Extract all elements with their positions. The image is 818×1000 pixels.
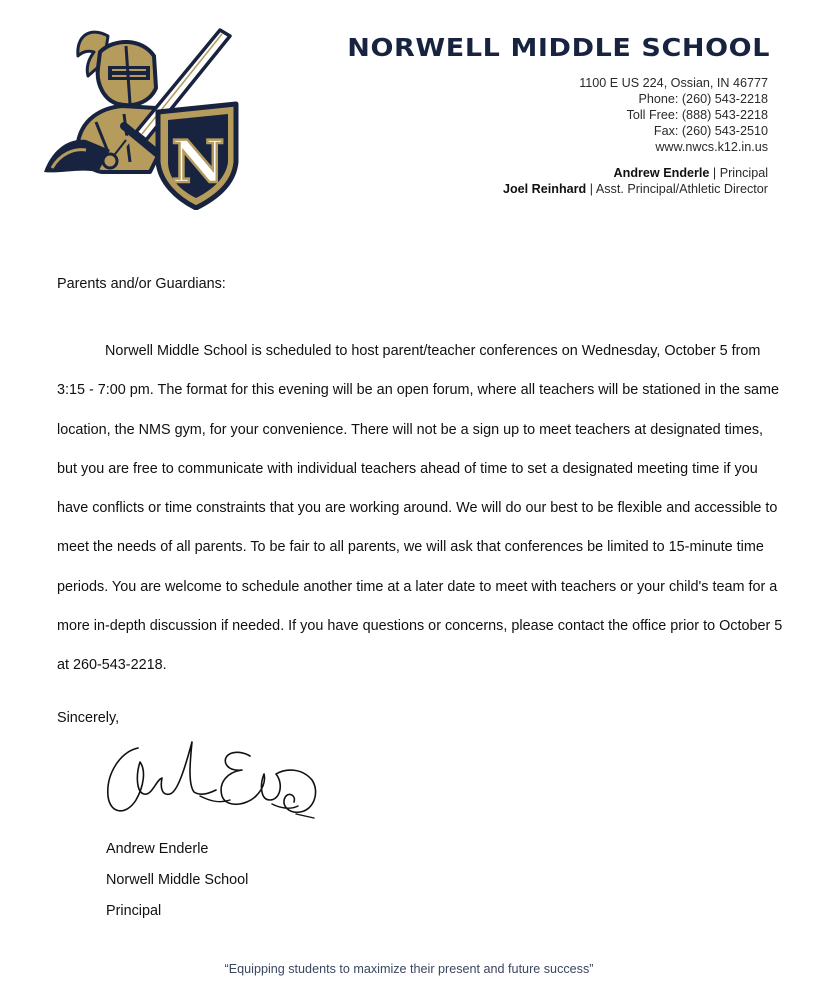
principal-title: Principal [719, 166, 768, 180]
website[interactable]: www.nwcs.k12.in.us [655, 140, 768, 154]
footer-motto: “Equipping students to maximize their present and future success” [224, 962, 594, 976]
knight-logo [38, 22, 242, 210]
asst-principal-title: Asst. Principal/Athletic Director [595, 182, 768, 196]
principal-separator: | [709, 166, 720, 180]
closing: Sincerely, [57, 710, 120, 726]
letter [57, 274, 787, 686]
asst-principal-separator: | [586, 182, 596, 196]
asst-principal-line [503, 181, 768, 197]
school-name: NORWELL MIDDLE SCHOOL [347, 34, 770, 63]
letter-body: Norwell Middle School is scheduled to host parent/teacher conferences on Wednesday, October 5 from 3:15 - 7:00 pm. The format for this evening will be an open forum, where all teachers will be stationed in the same location, the NMS gym, for your convenience. There will not be a sign up to meet teachers at designated times, but you are free to communicate with individual teachers ahead of time to set a designated meeting time if you have conflicts or time constraints that you are working around. We will do our best to be flexible and accessible to meet the needs of all parents. To be fair to all parents, we will ask that conferences be limited to 15-minute time periods. You are welcome to schedule another time at a later date to meet with teachers or your child's team for a more in-depth discussion if needed. If you have questions or concerns, please contact the office prior to October 5 at 260-543-2218. [57, 343, 783, 674]
principal-name: Andrew Enderle [613, 166, 710, 180]
signer-title: Principal [106, 903, 162, 919]
fax: Fax: (260) 543-2510 [653, 124, 768, 138]
salutation: Parents and/or Guardians: [57, 276, 226, 292]
phone: Phone: (260) 543-2218 [638, 92, 768, 106]
toll-free: Toll Free: (888) 543-2218 [626, 108, 768, 122]
signer-name: Andrew Enderle [106, 841, 209, 857]
principal-line [503, 165, 768, 181]
signature [100, 734, 330, 824]
contact-block [579, 75, 768, 155]
staff-block [503, 165, 768, 197]
address: 1100 E US 224, Ossian, IN 46777 [579, 76, 768, 90]
asst-principal-name: Joel Reinhard [502, 182, 587, 196]
signer-block [106, 834, 248, 927]
logo-letter: N [171, 128, 225, 196]
signer-org: Norwell Middle School [106, 872, 249, 888]
